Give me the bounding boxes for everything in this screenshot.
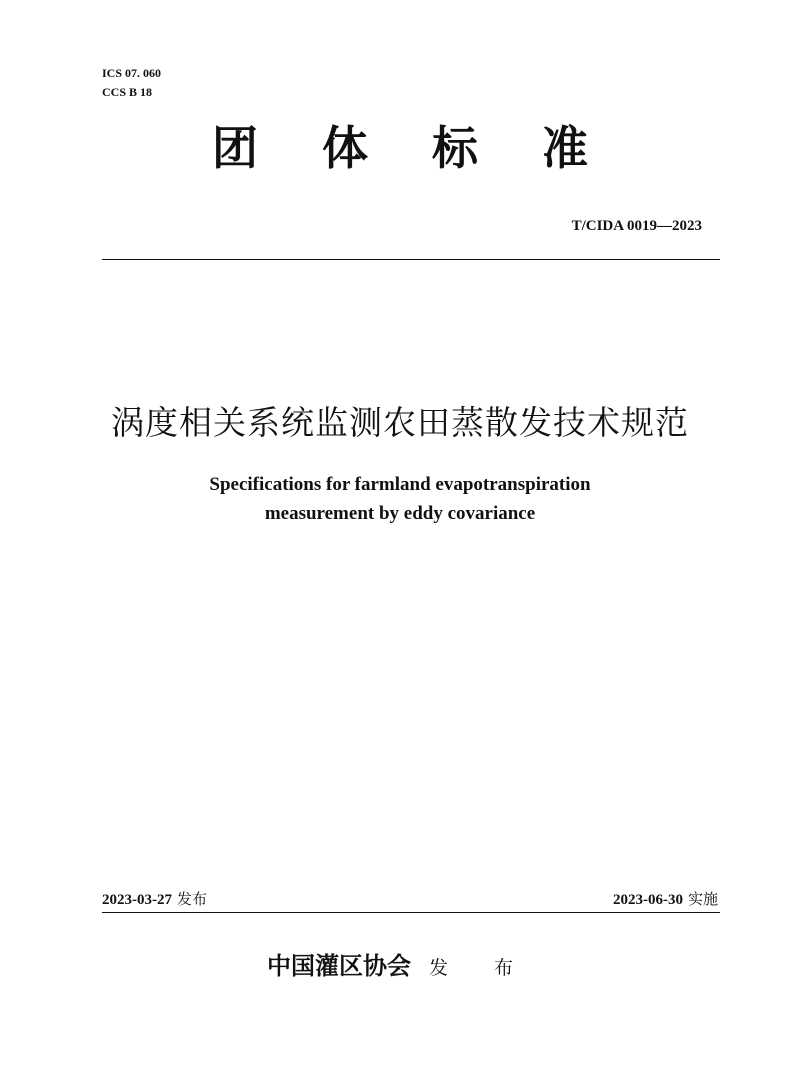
title-char-4: 准 xyxy=(542,121,588,175)
bottom-divider xyxy=(102,912,720,913)
publisher-label: 发 布 xyxy=(428,957,534,979)
ccs-code: CCS B 18 xyxy=(102,85,153,99)
document-type-title xyxy=(0,118,800,178)
classification-codes xyxy=(102,64,161,102)
chinese-title: 涡度相关系统监测农田蒸散发技术规范 xyxy=(111,403,689,442)
publisher-line xyxy=(0,946,800,981)
top-divider xyxy=(102,259,720,260)
standard-number: T/CIDA 0019—2023 xyxy=(571,218,702,234)
publish-label: 发布 xyxy=(177,890,208,908)
implement-date: 2023-06-30 xyxy=(612,892,683,908)
implement-label: 实施 xyxy=(687,890,718,908)
english-title xyxy=(0,470,800,528)
implement-date-block xyxy=(613,888,718,909)
english-title-line-2: measurement by eddy covariance xyxy=(264,503,536,524)
title-char-3: 标 xyxy=(432,121,478,175)
publisher-org: 中国灌区协会 xyxy=(266,952,411,980)
title-char-1: 团 xyxy=(212,121,258,175)
publish-date-block xyxy=(102,888,207,909)
ics-code: ICS 07. 060 xyxy=(102,66,162,80)
title-char-2: 体 xyxy=(322,121,368,175)
english-title-line-1: Specifications for farmland evapotranspiration xyxy=(209,474,591,495)
publish-date: 2023-03-27 xyxy=(102,892,172,908)
